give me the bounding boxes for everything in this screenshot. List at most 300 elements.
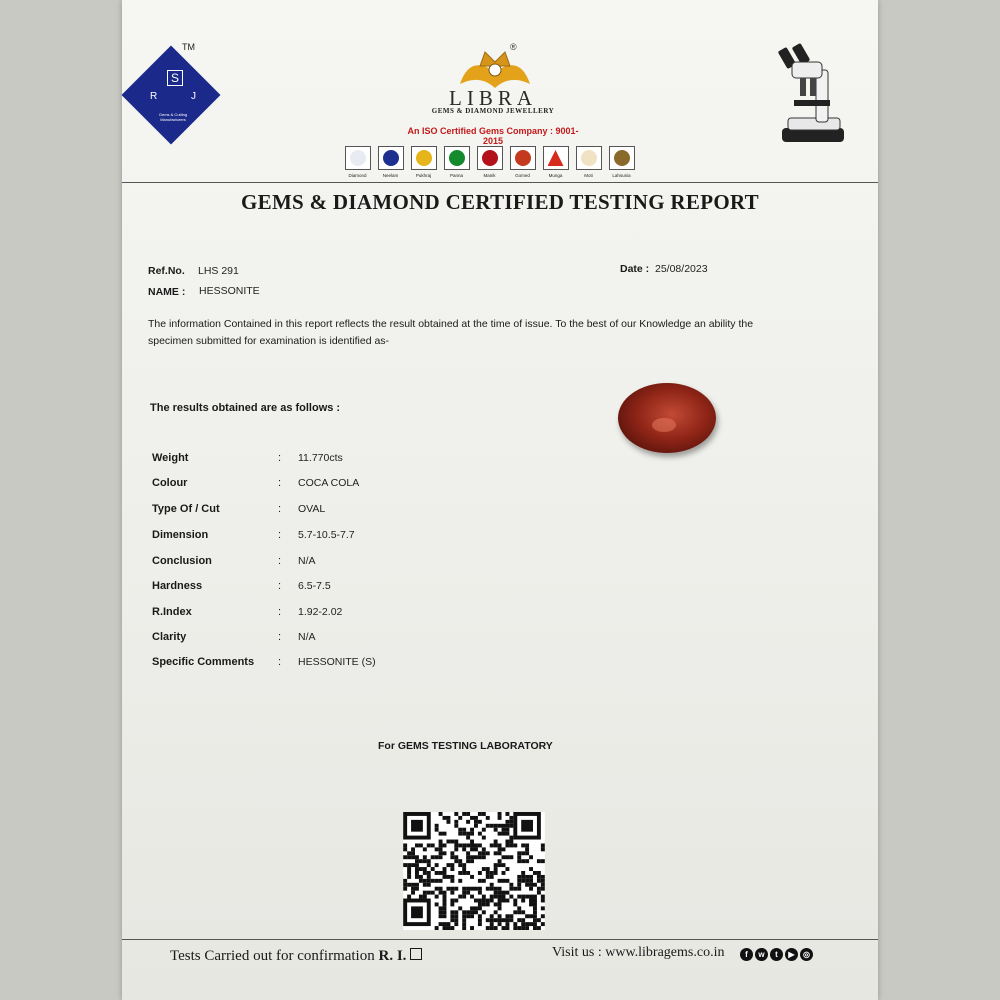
gem-stone-shape <box>416 150 432 166</box>
result-label: Weight <box>152 452 189 464</box>
qr-module <box>486 887 490 891</box>
qr-module <box>439 840 443 844</box>
qr-module <box>478 902 482 906</box>
qr-module <box>454 812 458 816</box>
qr-module <box>458 906 462 910</box>
result-colon: : <box>278 529 282 541</box>
result-label: Type Of / Cut <box>152 503 220 515</box>
qr-module <box>462 914 466 918</box>
qr-module <box>443 871 447 875</box>
qr-module <box>494 895 498 899</box>
qr-module <box>494 867 498 871</box>
qr-module <box>509 816 513 820</box>
qr-module <box>458 859 462 863</box>
qr-module <box>466 855 470 859</box>
qr-module <box>419 895 423 899</box>
qr-module <box>454 840 458 844</box>
qr-module <box>462 812 466 816</box>
qr-module <box>498 879 502 883</box>
qr-module <box>407 883 411 887</box>
qr-module <box>541 895 545 899</box>
qr-module <box>458 832 462 836</box>
qr-module <box>443 875 447 879</box>
qr-module <box>435 887 439 891</box>
qr-module <box>443 816 447 820</box>
gem-label: Gomed <box>515 173 530 178</box>
gem-stone-shape <box>614 150 630 166</box>
qr-module <box>502 855 506 859</box>
qr-module <box>470 906 474 910</box>
qr-module <box>509 836 513 840</box>
qr-module <box>435 828 439 832</box>
qr-module <box>521 926 525 930</box>
gem-stone-shape <box>383 150 399 166</box>
qr-module <box>478 891 482 895</box>
qr-module <box>423 883 427 887</box>
microscope-icon <box>772 40 852 148</box>
result-value: HESSONITE (S) <box>298 656 376 668</box>
qr-module <box>509 855 513 859</box>
result-value: 11.770cts <box>298 452 343 464</box>
name-label: NAME : <box>148 286 186 298</box>
twitter-icon[interactable]: t <box>770 948 783 961</box>
qr-module <box>423 879 427 883</box>
qr-module <box>439 906 443 910</box>
qr-module <box>454 824 458 828</box>
qr-module <box>439 847 443 851</box>
qr-module <box>443 899 447 903</box>
qr-module <box>454 914 458 918</box>
qr-module <box>450 926 454 930</box>
qr-module <box>470 843 474 847</box>
qr-module <box>494 887 498 891</box>
qr-module <box>458 843 462 847</box>
qr-module <box>521 859 525 863</box>
qr-module <box>505 899 509 903</box>
qr-module <box>466 887 470 891</box>
qr-module <box>450 887 454 891</box>
qr-module <box>435 871 439 875</box>
qr-module <box>482 867 486 871</box>
gemstone-highlight <box>652 418 676 432</box>
qr-module <box>525 879 529 883</box>
qr-module <box>490 887 494 891</box>
header-divider <box>122 182 878 183</box>
qr-module <box>411 855 415 859</box>
qr-module <box>513 887 517 891</box>
qr-module <box>505 891 509 895</box>
qr-module <box>533 910 537 914</box>
qr-module <box>415 883 419 887</box>
qr-module <box>517 875 521 879</box>
qr-module <box>474 855 478 859</box>
qr-module <box>450 899 454 903</box>
gem-stone-shape <box>350 150 366 166</box>
result-row <box>152 555 552 575</box>
result-colon: : <box>278 631 282 643</box>
result-row <box>152 606 552 626</box>
qr-module <box>486 851 490 855</box>
qr-module <box>513 843 517 847</box>
checkbox-icon <box>410 948 422 960</box>
qr-module <box>541 859 545 863</box>
gem-label: Lahsunia <box>612 173 631 178</box>
qr-module <box>533 871 537 875</box>
qr-module <box>435 863 439 867</box>
qr-module <box>462 922 466 926</box>
qr-module <box>443 895 447 899</box>
qr-module <box>498 914 502 918</box>
qr-module <box>415 855 419 859</box>
qr-module <box>502 863 506 867</box>
qr-module <box>415 871 419 875</box>
tests-text: Tests Carried out for confirmation <box>170 948 375 964</box>
qr-module <box>427 863 431 867</box>
facebook-icon[interactable]: f <box>740 948 753 961</box>
qr-module <box>407 851 411 855</box>
qr-module <box>435 847 439 851</box>
qr-module <box>470 816 474 820</box>
gem-moti-icon <box>576 146 602 170</box>
qr-module <box>454 855 458 859</box>
qr-module <box>411 891 415 895</box>
qr-module <box>541 922 545 926</box>
qr-module <box>446 820 450 824</box>
qr-module <box>427 875 431 879</box>
qr-module <box>498 922 502 926</box>
qr-module <box>517 851 521 855</box>
qr-module <box>415 887 419 891</box>
qr-module <box>513 922 517 926</box>
qr-module <box>450 851 454 855</box>
qr-module <box>478 855 482 859</box>
qr-module <box>482 828 486 832</box>
qr-module <box>541 879 545 883</box>
qr-module <box>490 895 494 899</box>
qr-module <box>537 918 541 922</box>
gem-icon-strip <box>344 146 635 178</box>
qr-module <box>403 883 407 887</box>
qr-module <box>443 843 447 847</box>
qr-module <box>533 922 537 926</box>
qr-module <box>490 843 494 847</box>
qr-module <box>505 840 509 844</box>
qr-module <box>521 899 525 903</box>
tests-confirmation <box>170 948 422 965</box>
qr-module <box>505 867 509 871</box>
qr-module <box>423 847 427 851</box>
qr-module <box>490 914 494 918</box>
gem-stone-shape <box>515 150 531 166</box>
result-row <box>152 631 552 651</box>
qr-module <box>435 926 439 930</box>
qr-module <box>498 851 502 855</box>
qr-module <box>482 899 486 903</box>
qr-module <box>502 895 506 899</box>
qr-module <box>486 816 490 820</box>
qr-module <box>446 926 450 930</box>
qr-module <box>403 887 407 891</box>
qr-module <box>502 926 506 930</box>
qr-module <box>509 918 513 922</box>
qr-module <box>478 918 482 922</box>
certificate-sheet <box>122 0 878 1000</box>
qr-module <box>450 891 454 895</box>
qr-module <box>439 851 443 855</box>
qr-module <box>505 855 509 859</box>
qr-module <box>529 902 533 906</box>
gem-item <box>344 146 371 178</box>
qr-module <box>513 910 517 914</box>
qr-module <box>498 906 502 910</box>
social-icons <box>740 948 813 961</box>
qr-module <box>494 926 498 930</box>
qr-module <box>513 902 517 906</box>
qr-module <box>529 867 533 871</box>
qr-module <box>490 918 494 922</box>
qr-module <box>494 871 498 875</box>
result-value: N/A <box>298 631 316 643</box>
qr-module <box>525 859 529 863</box>
qr-module <box>470 832 474 836</box>
ref-no-label: Ref.No. <box>148 265 185 277</box>
gem-item <box>410 146 437 178</box>
qr-module <box>407 855 411 859</box>
qr-module <box>415 867 419 871</box>
qr-module <box>474 816 478 820</box>
youtube-icon[interactable]: ▶ <box>785 948 798 961</box>
gem-item <box>509 146 536 178</box>
results-heading: The results obtained are as follows : <box>150 402 341 414</box>
qr-module <box>505 918 509 922</box>
qr-module <box>458 816 462 820</box>
qr-module <box>431 891 435 895</box>
qr-module <box>454 910 458 914</box>
qr-module <box>541 843 545 847</box>
qr-module <box>529 899 533 903</box>
gem-item <box>608 146 635 178</box>
qr-module <box>474 906 478 910</box>
qr-module <box>470 914 474 918</box>
qr-module <box>486 902 490 906</box>
qr-module <box>498 895 502 899</box>
qr-module <box>458 895 462 899</box>
qr-module <box>443 910 447 914</box>
qr-module <box>494 902 498 906</box>
qr-module <box>454 820 458 824</box>
qr-module <box>407 867 411 871</box>
result-row <box>152 503 552 523</box>
qr-module <box>541 847 545 851</box>
qr-module <box>498 902 502 906</box>
qr-module <box>419 875 423 879</box>
qr-module <box>525 883 529 887</box>
qr-module <box>478 832 482 836</box>
qr-module <box>490 824 494 828</box>
qr-module <box>525 843 529 847</box>
qr-module <box>533 914 537 918</box>
qr-module <box>529 855 533 859</box>
qr-module <box>533 918 537 922</box>
qr-module <box>502 832 506 836</box>
result-row <box>152 452 552 472</box>
qr-module <box>521 851 525 855</box>
qr-module <box>466 832 470 836</box>
qr-module <box>521 843 525 847</box>
qr-module <box>502 871 506 875</box>
qr-module <box>517 855 521 859</box>
qr-module <box>435 895 439 899</box>
qr-module <box>466 910 470 914</box>
qr-module <box>521 875 525 879</box>
qr-module <box>486 926 490 930</box>
qr-module <box>431 843 435 847</box>
qr-module <box>450 902 454 906</box>
qr-module <box>423 891 427 895</box>
qr-module <box>454 887 458 891</box>
qr-module <box>505 922 509 926</box>
gem-stone-shape <box>581 150 597 166</box>
qr-module <box>474 847 478 851</box>
qr-module <box>446 840 450 844</box>
qr-module <box>403 843 407 847</box>
qr-module <box>423 855 427 859</box>
qr-module <box>462 828 466 832</box>
qr-module <box>462 918 466 922</box>
qr-module <box>533 926 537 930</box>
result-value: 6.5-7.5 <box>298 580 331 592</box>
qr-module <box>541 887 545 891</box>
qr-module <box>505 843 509 847</box>
qr-module <box>411 883 415 887</box>
qr-module <box>423 895 427 899</box>
qr-module <box>533 899 537 903</box>
qr-module <box>466 812 470 816</box>
result-colon: : <box>278 656 282 668</box>
qr-module <box>521 871 525 875</box>
qr-module <box>537 926 541 930</box>
qr-module <box>462 832 466 836</box>
gem-label: Neelam <box>382 173 399 178</box>
qr-code[interactable] <box>402 812 546 930</box>
instagram-icon[interactable]: ◎ <box>800 948 813 961</box>
qr-module <box>482 812 486 816</box>
qr-module <box>462 867 466 871</box>
libra-brand-name: LIBRA <box>449 86 537 110</box>
qr-module <box>525 895 529 899</box>
result-label: Specific Comments <box>152 656 255 668</box>
iso-certification-text: An ISO Certified Gems Company : 9001-2015 <box>407 126 579 146</box>
qr-module <box>509 843 513 847</box>
qr-module <box>446 863 450 867</box>
qr-module <box>439 832 443 836</box>
result-label: Colour <box>152 477 188 489</box>
qr-module <box>525 875 529 879</box>
qr-module <box>482 851 486 855</box>
qr-module <box>454 843 458 847</box>
qr-module <box>505 879 509 883</box>
ref-no-value: LHS 291 <box>198 265 239 277</box>
result-value: COCA COLA <box>298 477 360 489</box>
qr-finder-pattern <box>521 820 533 832</box>
qr-module <box>490 871 494 875</box>
qr-module <box>474 899 478 903</box>
qr-module <box>470 859 474 863</box>
qr-module <box>505 828 509 832</box>
qr-module <box>498 891 502 895</box>
qr-module <box>486 871 490 875</box>
qr-module <box>411 851 415 855</box>
gem-gomed-icon <box>510 146 536 170</box>
qr-module <box>407 871 411 875</box>
qr-module <box>439 812 443 816</box>
qr-module <box>478 899 482 903</box>
qr-module <box>533 902 537 906</box>
result-label: Conclusion <box>152 555 212 567</box>
qr-module <box>490 926 494 930</box>
qr-module <box>490 883 494 887</box>
website-text[interactable]: Visit us : www.libragems.co.in <box>552 945 725 960</box>
qr-module <box>541 899 545 903</box>
qr-module <box>423 871 427 875</box>
qr-module <box>431 855 435 859</box>
qr-module <box>423 859 427 863</box>
qr-module <box>446 887 450 891</box>
gem-panna-icon <box>444 146 470 170</box>
gem-label: Manik <box>483 173 496 178</box>
qr-module <box>478 871 482 875</box>
gem-label: Panna <box>449 173 463 178</box>
qr-module <box>415 859 419 863</box>
qr-module <box>478 887 482 891</box>
qr-module <box>517 906 521 910</box>
gem-lahsunia-icon <box>609 146 635 170</box>
qr-module <box>458 879 462 883</box>
qr-module <box>403 855 407 859</box>
qr-module <box>498 816 502 820</box>
gem-manik-icon <box>477 146 503 170</box>
qr-module <box>419 859 423 863</box>
qr-module <box>466 843 470 847</box>
qr-module <box>502 918 506 922</box>
qr-module <box>443 891 447 895</box>
qr-module <box>517 895 521 899</box>
qr-module <box>541 906 545 910</box>
gem-label: Pukhraj <box>415 173 432 178</box>
qr-module <box>509 820 513 824</box>
qr-module <box>450 863 454 867</box>
result-colon: : <box>278 503 282 515</box>
qr-module <box>478 879 482 883</box>
qr-module <box>498 843 502 847</box>
qr-module <box>529 879 533 883</box>
qr-module <box>482 836 486 840</box>
qr-module <box>517 859 521 863</box>
qr-module <box>439 891 443 895</box>
qr-module <box>525 851 529 855</box>
qr-module <box>474 887 478 891</box>
qr-module <box>439 910 443 914</box>
qr-module <box>446 816 450 820</box>
qr-module <box>482 910 486 914</box>
qr-module <box>498 824 502 828</box>
qr-module <box>509 914 513 918</box>
qr-module <box>509 883 513 887</box>
qr-module <box>443 922 447 926</box>
result-value: 5.7-10.5-7.7 <box>298 529 355 541</box>
qr-module <box>537 875 541 879</box>
whatsapp-icon[interactable]: w <box>755 948 768 961</box>
